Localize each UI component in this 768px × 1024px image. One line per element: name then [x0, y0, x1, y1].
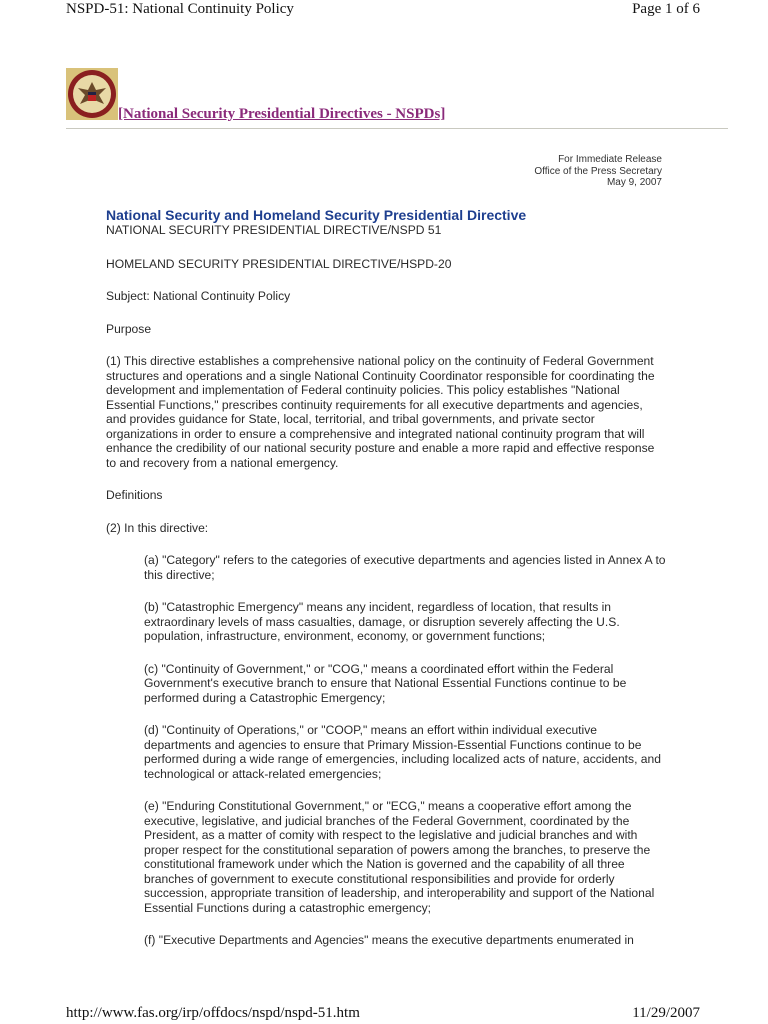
document-title: National Security and Homeland Security Presidential Directive [106, 207, 527, 223]
header-divider [66, 128, 728, 129]
definition-item: (f) "Executive Departments and Agencies" means the executive departments enumerated in [144, 933, 634, 947]
print-header [0, 0, 768, 24]
presidential-seal-icon [66, 68, 118, 120]
release-office: Office of the Press Secretary [534, 165, 662, 177]
hspd-heading: HOMELAND SECURITY PRESIDENTIAL DIRECTIVE/HSPD-20 [106, 256, 452, 271]
directive-body [106, 207, 666, 948]
source-url: http://www.fas.org/irp/offdocs/nspd/nspd-51.htm [66, 1005, 360, 1021]
definition-item: (e) "Enduring Constitutional Government," or "ECG," means a cooperative effort among the executive, legislative, and judicial branches of the Federal Government, coordinated by the President, as a matter of comity with respect to the legislative and judicial branches and with proper respect for the constitutional separation of powers among the branches, to preserve the constitutional framework under which the Nation is governed and the capability of all three branches of government to execute constitutional responsibilities and provide for orderly succession, appropriate transition of leadership, and interoperability and support of the National Essential Functions during a catastrophic emergency; [144, 799, 655, 915]
release-date: May 9, 2007 [606, 177, 662, 188]
print-header-title: NSPD-51: National Continuity Policy [66, 1, 294, 17]
print-date: 11/29/2007 [632, 1005, 700, 1021]
print-footer [0, 1000, 768, 1024]
press-release-info [534, 154, 662, 189]
nspd-index-link[interactable]: [National Security Presidential Directives - NSPDs] [118, 106, 446, 122]
nspd-heading: NATIONAL SECURITY PRESIDENTIAL DIRECTIVE/NSPD 51 [106, 223, 442, 237]
subject-line: Subject: National Continuity Policy [106, 289, 291, 303]
definitions-intro: (2) In this directive: [106, 520, 209, 535]
definition-item: (d) "Continuity of Operations," or "COOP," means an effort within individual executive departments and agencies to ensure that Primary Mission-Essential Functions continue to be performed during a wide range of emergencies, including localized acts of nature, accidents, and technological or attack-related emergencies; [144, 723, 661, 781]
masthead [66, 68, 728, 130]
purpose-heading: Purpose [106, 321, 152, 336]
purpose-paragraph: (1) This directive establishes a comprehensive national policy on the continuity of Federal Government structures and operations and a single National Continuity Coordinator responsible for coordinating the development and implementation of Federal continuity policies. This policy establishes "National Essential Functions," prescribes continuity requirements for all executive departments and agencies, and provides guidance for State, local, territorial, and tribal governments, and private sector organizations in order to ensure a comprehensive and integrated national continuity program that will enhance the credibility of our national security posture and enable a more rapid and effective response to and recovery from a national emergency. [106, 354, 655, 470]
definition-item: (b) "Catastrophic Emergency" means any incident, regardless of location, that results in extraordinary levels of mass casualties, damage, or disruption severely affecting the U.S. population, infrastructure, environment, economy, or government functions; [144, 600, 620, 643]
release-line: For Immediate Release [558, 154, 662, 165]
definitions-heading: Definitions [106, 488, 163, 502]
definition-item: (c) "Continuity of Government," or "COG," means a coordinated effort within the Federal Government's executive branch to ensure that National Essential Functions continue to be performed during a Catastrophic Emergency; [144, 661, 627, 705]
definition-item: (a) "Category" refers to the categories of executive departments and agencies listed in Annex A to this directive; [144, 553, 666, 582]
page-number: Page 1 of 6 [632, 1, 700, 17]
